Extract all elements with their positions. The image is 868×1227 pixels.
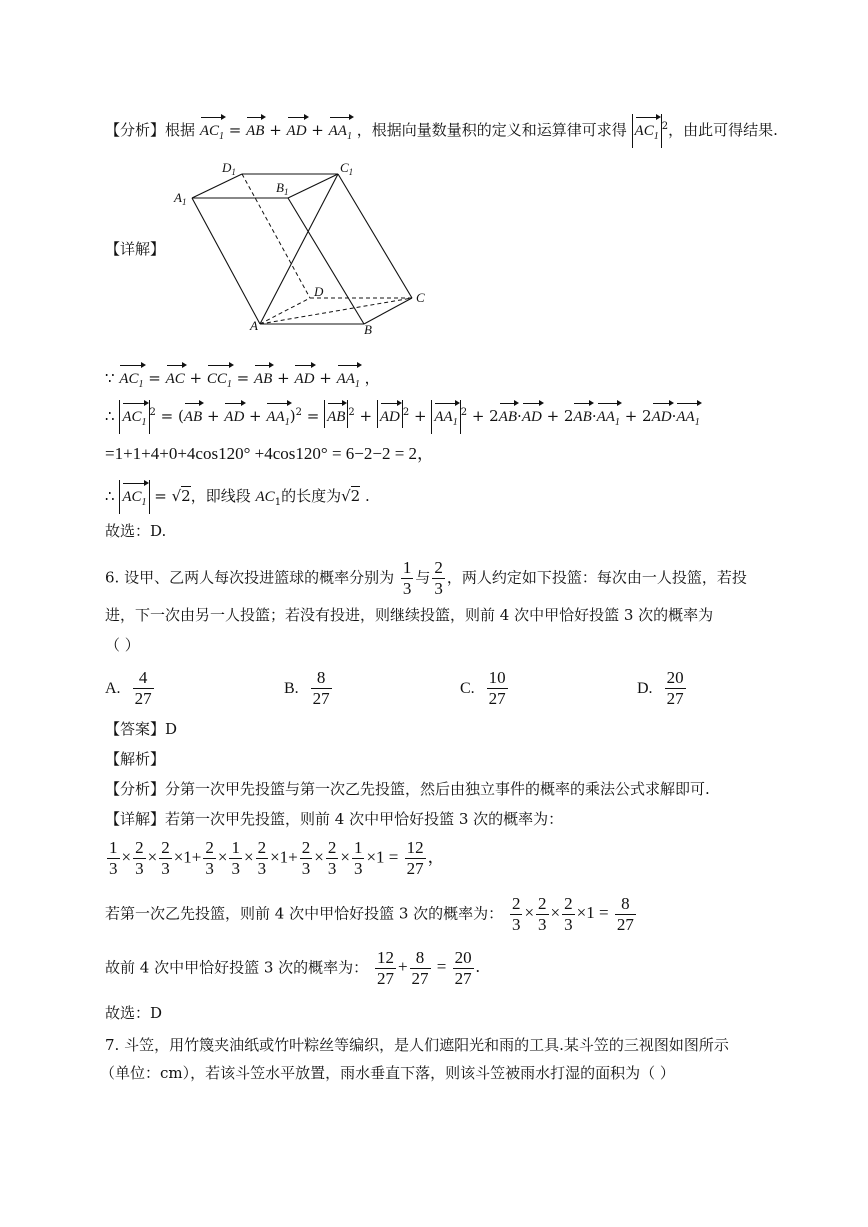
- derivation-line-2: ∴ $AC_1^2 = (AB$ + AD + $AA_1)^2$ = AB $^2$ + AD $^2 + AA_1^2 + 2AB\cdot AD + 2AB\cdot AA_1 + 2AD\cdot AA_1$: [105, 400, 700, 434]
- q6-total: 故前 4 次中甲恰好投篮 3 次的概率为： $\frac{12}{27}$ + $\frac{8}{27}$ = $\frac{20}{27}$ .: [105, 948, 480, 988]
- derivation-line-1: ∵ $AC_1$ = AC + $CC_1$ = AB + AD + $AA_1$ ，: [105, 362, 380, 396]
- label-c: C: [416, 290, 425, 305]
- q6-option-d[interactable]: D. $\frac{20}{27}$: [637, 668, 684, 708]
- label-a1: $A_1$: [174, 190, 187, 207]
- q6-blank: （ ）: [105, 636, 140, 654]
- q6-option-b[interactable]: B. $\frac{8}{27}$: [284, 668, 330, 708]
- analysis-label: 【分析】: [105, 121, 166, 139]
- q7-line-1: 7. 斗笠，用竹篾夹油纸或竹叶粽丝等编织，是人们遮阳光和雨的工具.某斗笠的三视图如图所示: [105, 1036, 729, 1054]
- q7-line-2: （单位：cm），若该斗笠水平放置，雨水垂直下落，则该斗笠被雨水打湿的面积为（ ）: [100, 1064, 675, 1082]
- q6-conclusion: 故选：D: [105, 1004, 163, 1022]
- q6-jiexi: 【解析】: [105, 750, 166, 768]
- q6-case-2: 若第一次乙先投篮，则前 4 次中甲恰好投篮 3 次的概率为： $\frac{2}{3}$ × $\frac{2}{3}$ × $\frac{2}{3}$ ×1 = $\frac{8}{27}$: [105, 894, 634, 934]
- label-c1: $C_1$: [340, 160, 354, 177]
- q6-calc-1: $\frac{1}{3}$ × $\frac{2}{3}$ × $\frac{2}{3}$ ×1+ $\frac{2}{3}$ × $\frac{1}{3}$ × $\frac{2}{3}$ ×1+ $\frac{2}{3}$ × $\frac{2}{3}$ × $\frac{1}{3}$ ×1 = $\frac{12}{27}$ ，: [109, 838, 445, 878]
- derivation-line-3: =1+1+4+0+4cos120° +4cos120° = 6−2−2 = 2，: [105, 444, 435, 463]
- label-d1: $D_1$: [222, 160, 236, 177]
- vector-equation: $AC_1$ = AB + AD + $AA_1$: [200, 121, 357, 139]
- analysis-text-3: ，由此可得结果.: [668, 121, 778, 139]
- analysis-line: 【分析】根据 $AC_1$ = AB + AD + $AA_1$ ，根据向量数量积的定义和运算律可求得 $AC_1^2$，由此可得结果.: [105, 114, 778, 148]
- label-a: A: [250, 318, 258, 333]
- q6-detail: 【详解】若第一次甲先投篮，则前 4 次中甲恰好投篮 3 次的概率为：: [105, 810, 564, 828]
- parallelepiped-figure: [170, 158, 450, 343]
- analysis-text-2: ，根据向量数量积的定义和运算律可求得: [356, 121, 627, 139]
- q6-option-c[interactable]: C. $\frac{10}{27}$: [460, 668, 506, 708]
- label-b: B: [364, 322, 372, 337]
- detail-label: 【详解】: [105, 240, 166, 258]
- derivation-line-4: ∴ $AC_1 = √2$，即线段 $AC_1$的长度为√2 .: [105, 480, 370, 514]
- label-b1: $B_1$: [276, 180, 289, 197]
- conclusion-1: 故选：D.: [105, 522, 167, 540]
- analysis-text: 根据: [165, 121, 196, 139]
- label-d: D: [314, 284, 324, 299]
- abs-ac1: $AC_1$: [632, 114, 662, 148]
- q6-answer: 【答案】D: [105, 720, 178, 738]
- q6-option-a[interactable]: A. $\frac{4}{27}$: [105, 668, 152, 708]
- q6-analysis: 【分析】分第一次甲先投篮与第一次乙先投篮，然后由独立事件的概率的乘法公式求解即可.: [105, 780, 710, 798]
- q6-line-1: 6. 设甲、乙两人每次投进篮球的概率分别为 $\frac{1}{3}$ 与 $\frac{2}{3}$ ，两人约定如下投篮：每次由一人投篮，若投: [105, 558, 747, 598]
- q6-line-2: 进，下一次由另一人投篮；若没有投进，则继续投篮，则前 4 次中甲恰好投篮 3 次的概率为: [105, 606, 714, 624]
